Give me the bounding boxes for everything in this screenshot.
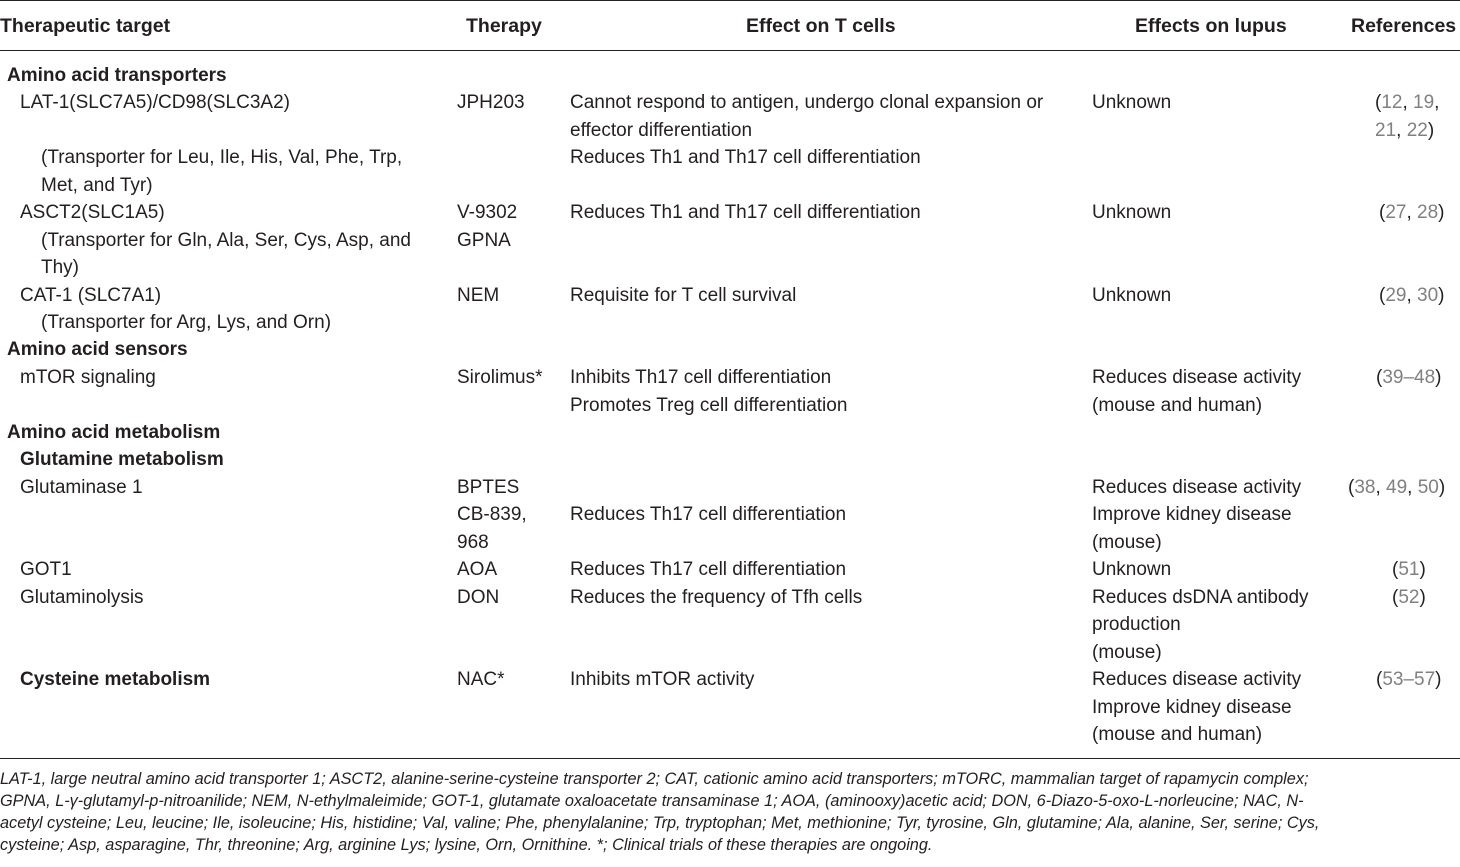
paren-close: ) bbox=[1435, 367, 1442, 388]
footnote-line: GPNA, L-γ-glutamyl-p-nitroanilide; NEM, N-ethylmaleimide; GOT-1, glutamate oxaloacetate transaminase 1; AOA, (aminooxy)acetic acid; DON, 6-Diazo-5-oxo-L-norleucine; NAC, N- bbox=[0, 792, 1304, 810]
got1-effect: Reduces Th17 cell differentiation bbox=[570, 559, 847, 580]
paren-open: ( bbox=[1379, 285, 1386, 306]
reference-link[interactable]: 22 bbox=[1406, 120, 1428, 141]
asct2-lupus: Unknown bbox=[1092, 202, 1172, 223]
gls1-references bbox=[1348, 474, 1445, 502]
lat1-effect: effector differentiation bbox=[570, 120, 753, 141]
got1-references bbox=[1392, 556, 1426, 584]
gls1-lupus: Improve kidney disease bbox=[1092, 504, 1292, 525]
cysteine-therapy: NAC* bbox=[457, 669, 505, 690]
paren-close: ) bbox=[1419, 559, 1426, 580]
glutaminolysis-lupus: Reduces dsDNA antibody bbox=[1092, 587, 1309, 608]
reference-link[interactable]: 50 bbox=[1417, 477, 1439, 498]
lat1-target-desc: Met, and Tyr) bbox=[41, 175, 153, 196]
reference-link[interactable]: 12 bbox=[1381, 92, 1403, 113]
glutaminolysis-lupus: production bbox=[1092, 614, 1181, 635]
asct2-target-desc: (Transporter for Gln, Ala, Ser, Cys, Asp, and bbox=[41, 230, 411, 251]
section-sensors: Amino acid sensors bbox=[7, 339, 188, 360]
paren-open: ( bbox=[1375, 92, 1382, 113]
header-target: Therapeutic target bbox=[0, 15, 171, 37]
lat1-effect: Reduces Th1 and Th17 cell differentiation bbox=[570, 147, 921, 168]
lat1-target: LAT-1(SLC7A5)/CD98(SLC3A2) bbox=[20, 92, 290, 113]
reference-link[interactable]: 53–57 bbox=[1382, 669, 1436, 690]
bottom-rule bbox=[0, 758, 1460, 759]
paren-open: ( bbox=[1376, 367, 1383, 388]
paren-close: ) bbox=[1427, 120, 1435, 141]
lat1-target-desc: (Transporter for Leu, Ile, His, Val, Phe, Trp, bbox=[41, 147, 403, 168]
gls1-therapy: 968 bbox=[457, 532, 489, 553]
mtor-effect: Promotes Treg cell differentiation bbox=[570, 395, 848, 416]
gls1-therapy: CB-839, bbox=[457, 504, 527, 525]
header-therapy: Therapy bbox=[466, 15, 542, 37]
lat1-lupus: Unknown bbox=[1092, 92, 1172, 113]
asct2-target: ASCT2(SLC1A5) bbox=[20, 202, 165, 223]
gls1-therapy: BPTES bbox=[457, 477, 520, 498]
reference-link[interactable]: 49 bbox=[1386, 477, 1408, 498]
reference-link[interactable]: 39–48 bbox=[1382, 367, 1436, 388]
footnote-line: cysteine; Asp, asparagine, Thr, threonine; Arg, arginine Lys; lysine, Orn, Ornithine. *; Clinical trials of these therapies are ongoing. bbox=[0, 836, 933, 854]
glutaminolysis-target: Glutaminolysis bbox=[20, 587, 144, 608]
mtor-therapy: Sirolimus* bbox=[457, 367, 543, 388]
top-rule bbox=[0, 0, 1460, 1]
mtor-references bbox=[1376, 364, 1442, 392]
cysteine-lupus: Improve kidney disease bbox=[1092, 697, 1292, 718]
asct2-references bbox=[1379, 199, 1445, 227]
asct2-therapy: GPNA bbox=[457, 230, 511, 251]
lat1-references bbox=[1375, 117, 1434, 145]
paren-open: ( bbox=[1348, 477, 1355, 498]
reference-link[interactable]: 19 bbox=[1413, 92, 1435, 113]
footnote-line: acetyl cysteine; Leu, leucine; Ile, isoleucine; His, histidine; Val, valine; Phe, phenylalanine; Trp, tryptophan; Met, methionine; Tyr, tyrosine, Gln, glutamine; Ala, alanine, Ser, serine; Cys, bbox=[0, 814, 1320, 832]
mtor-effect: Inhibits Th17 cell differentiation bbox=[570, 367, 832, 388]
ref-separator: , bbox=[1375, 477, 1387, 498]
cysteine-effect: Inhibits mTOR activity bbox=[570, 669, 755, 690]
cysteine-references bbox=[1376, 666, 1442, 694]
reference-link[interactable]: 29 bbox=[1385, 285, 1407, 306]
glutaminolysis-lupus: (mouse) bbox=[1092, 642, 1162, 663]
got1-therapy: AOA bbox=[457, 559, 498, 580]
ref-separator: , bbox=[1406, 202, 1418, 223]
asct2-effect: Reduces Th1 and Th17 cell differentiation bbox=[570, 202, 921, 223]
mtor-lupus: (mouse and human) bbox=[1092, 395, 1263, 416]
got1-target: GOT1 bbox=[20, 559, 72, 580]
header-effect-t-cells: Effect on T cells bbox=[746, 15, 896, 37]
reference-link[interactable]: 52 bbox=[1398, 587, 1420, 608]
lat1-references bbox=[1375, 89, 1439, 117]
section-cysteine: Cysteine metabolism bbox=[20, 669, 211, 690]
cat1-lupus: Unknown bbox=[1092, 285, 1172, 306]
cat1-references bbox=[1379, 282, 1445, 310]
table-footnote bbox=[0, 768, 1460, 856]
paren-open: ( bbox=[1379, 202, 1386, 223]
gls1-lupus: (mouse) bbox=[1092, 532, 1162, 553]
reference-link[interactable]: 30 bbox=[1417, 285, 1439, 306]
ref-separator: , bbox=[1396, 120, 1407, 141]
cat1-target-desc: (Transporter for Arg, Lys, and Orn) bbox=[41, 312, 332, 333]
glutaminolysis-therapy: DON bbox=[457, 587, 500, 608]
gls1-lupus: Reduces disease activity bbox=[1092, 477, 1302, 498]
paren-close: ) bbox=[1438, 285, 1445, 306]
paren-open: ( bbox=[1376, 669, 1383, 690]
mtor-lupus: Reduces disease activity bbox=[1092, 367, 1302, 388]
header-effect-lupus: Effects on lupus bbox=[1135, 15, 1287, 37]
paren-open: ( bbox=[1392, 559, 1399, 580]
reference-link[interactable]: 51 bbox=[1398, 559, 1420, 580]
ref-separator: , bbox=[1406, 285, 1418, 306]
ref-separator: , bbox=[1402, 92, 1414, 113]
asct2-therapy: V-9302 bbox=[457, 202, 518, 223]
footnote-line: LAT-1, large neutral amino acid transporter 1; ASCT2, alanine-serine-cysteine transporter 2; CAT, cationic amino acid transporters; mTORC, mammalian target of rapamycin complex; bbox=[0, 770, 1309, 788]
gls1-effect: Reduces Th17 cell differentiation bbox=[570, 504, 847, 525]
gls1-target: Glutaminase 1 bbox=[20, 477, 143, 498]
cat1-effect: Requisite for T cell survival bbox=[570, 285, 797, 306]
cat1-target: CAT-1 (SLC7A1) bbox=[20, 285, 162, 306]
header-references: References bbox=[1351, 15, 1457, 37]
glutaminolysis-references bbox=[1392, 584, 1426, 612]
reference-link[interactable]: 27 bbox=[1385, 202, 1407, 223]
asct2-target-desc: Thy) bbox=[41, 257, 79, 278]
mtor-target: mTOR signaling bbox=[20, 367, 156, 388]
section-transporters: Amino acid transporters bbox=[7, 65, 227, 86]
cysteine-lupus: Reduces disease activity bbox=[1092, 669, 1302, 690]
paren-open: ( bbox=[1392, 587, 1399, 608]
paren-close: ) bbox=[1438, 202, 1445, 223]
glutaminolysis-effect: Reduces the frequency of Tfh cells bbox=[570, 587, 863, 608]
paren-close: ) bbox=[1435, 669, 1442, 690]
ref-separator: , bbox=[1407, 477, 1418, 498]
reference-link[interactable]: 21 bbox=[1375, 120, 1397, 141]
ref-separator: , bbox=[1434, 92, 1440, 113]
reference-link[interactable]: 28 bbox=[1417, 202, 1439, 223]
lat1-effect: Cannot respond to antigen, undergo clonal expansion or bbox=[570, 92, 1044, 113]
lat1-therapy: JPH203 bbox=[457, 92, 525, 113]
paren-close: ) bbox=[1438, 477, 1446, 498]
got1-lupus: Unknown bbox=[1092, 559, 1172, 580]
reference-link[interactable]: 38 bbox=[1354, 477, 1376, 498]
section-metabolism: Amino acid metabolism bbox=[7, 422, 221, 443]
paren-close: ) bbox=[1419, 587, 1426, 608]
section-glutamine: Glutamine metabolism bbox=[20, 449, 224, 470]
cysteine-lupus: (mouse and human) bbox=[1092, 724, 1263, 745]
cat1-therapy: NEM bbox=[457, 285, 500, 306]
header-rule bbox=[0, 50, 1460, 51]
